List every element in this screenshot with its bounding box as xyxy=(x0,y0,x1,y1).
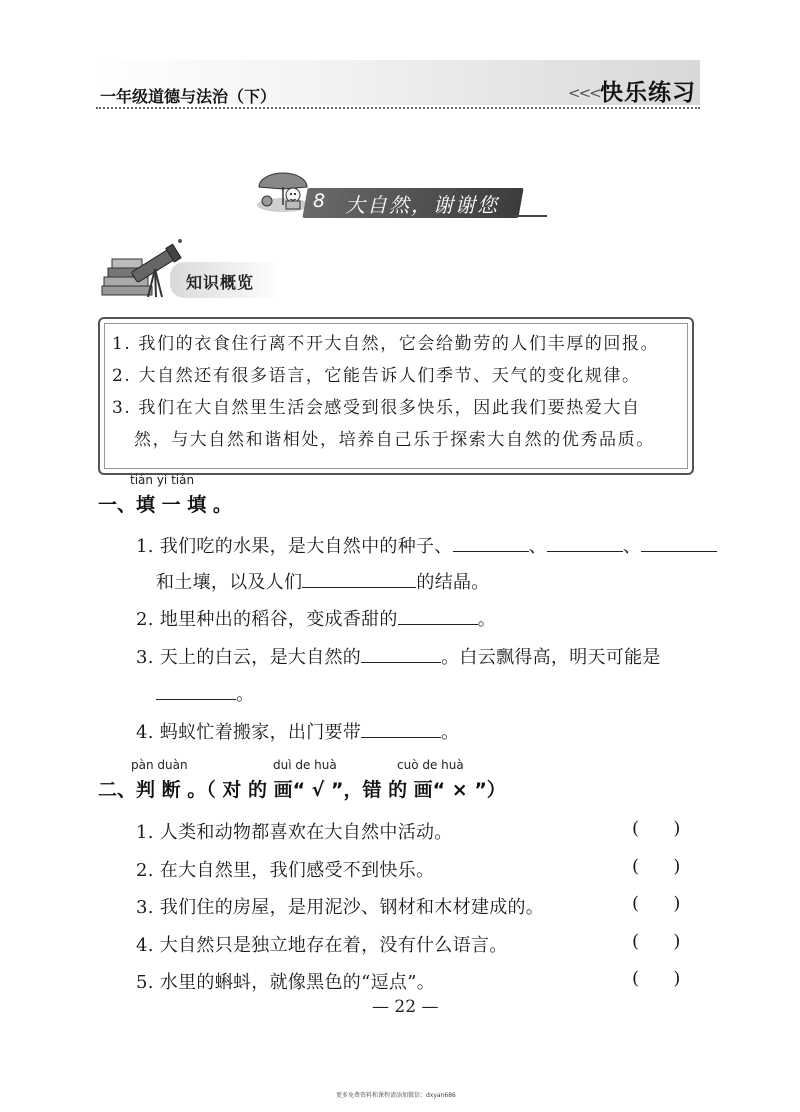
question-text: 4. 蚂蚁忙着搬家，出门要带 xyxy=(136,722,362,743)
fill-question-3-cont xyxy=(156,680,254,706)
answer-blank[interactable] xyxy=(156,681,236,700)
answer-parentheses[interactable]: ( ) xyxy=(632,893,681,914)
header-divider xyxy=(96,107,700,109)
fill-question-1-cont xyxy=(156,568,490,594)
summary-box xyxy=(98,317,694,475)
section2-title: 二、判 断 。（ 对 的 画“ √ ”，错 的 画“ × ”） xyxy=(98,779,506,801)
page-number: — 22 — xyxy=(372,997,439,1017)
section1-pinyin: tián yi tián xyxy=(130,473,195,487)
summary-line: 1. 我们的衣食住行离不开大自然，它会给勤劳的人们丰厚的回报。 xyxy=(112,334,660,354)
question-text: 3. 天上的白云，是大自然的 xyxy=(136,647,362,668)
section1-title: 一、填 一 填 。 xyxy=(98,494,232,516)
answer-blank[interactable] xyxy=(547,533,623,552)
answer-blank[interactable] xyxy=(453,533,529,552)
answer-parentheses[interactable]: ( ) xyxy=(632,931,681,952)
question-text: 、 xyxy=(622,536,642,557)
answer-blank[interactable] xyxy=(361,644,441,663)
summary-line: 3. 我们在大自然里生活会感受到很多快乐，因此我们要热爱大自 xyxy=(112,398,641,418)
answer-parentheses[interactable]: ( ) xyxy=(632,968,681,989)
question-text: 1. 我们吃的水果，是大自然中的种子、 xyxy=(136,536,453,557)
fill-question-4 xyxy=(136,718,459,744)
summary-line: 2. 大自然还有很多语言，它能告诉人们季节、天气的变化规律。 xyxy=(112,366,641,386)
section2-pinyin-judge: pàn duàn xyxy=(131,758,188,772)
judge-item: 5. 水里的蝌蚪，就像黑色的“逗点”。 xyxy=(136,972,435,993)
question-text: 。白云飘得高，明天可能是 xyxy=(441,647,661,668)
question-text: 、 xyxy=(528,536,547,557)
question-text: 。 xyxy=(441,722,460,743)
section2-pinyin-correct: duì de huà xyxy=(273,758,337,772)
fill-question-1 xyxy=(136,532,717,558)
fill-question-2 xyxy=(136,605,496,631)
section2-pinyin-wrong: cuò de huà xyxy=(397,758,464,772)
lesson-title-underline xyxy=(513,215,547,217)
question-text: 的结晶。 xyxy=(416,572,490,593)
question-text: 。 xyxy=(477,609,497,630)
series-title: 快乐练习 xyxy=(600,80,696,106)
answer-blank[interactable] xyxy=(398,606,478,625)
question-text: 。 xyxy=(236,684,255,705)
answer-parentheses[interactable]: ( ) xyxy=(632,818,681,839)
judge-item: 3. 我们住的房屋，是用泥沙、钢材和木材建成的。 xyxy=(136,897,545,918)
answer-blank[interactable] xyxy=(361,719,441,738)
subject-label: 一年级道德与法治（下） xyxy=(100,87,277,106)
overview-title: 知识概览 xyxy=(186,273,255,292)
question-text: 2. 地里种出的稻谷，变成香甜的 xyxy=(136,609,398,630)
footnote: 更多免费资料和课程请添加微信：dxyan686 xyxy=(336,1092,456,1099)
answer-blank[interactable] xyxy=(641,533,717,552)
lesson-title: 大自然，谢谢您 xyxy=(345,193,499,217)
fill-question-3 xyxy=(136,643,661,669)
chevrons-decoration: <<< xyxy=(568,84,600,102)
judge-item: 4. 大自然只是独立地存在着，没有什么语言。 xyxy=(136,935,508,956)
lesson-number: 8 xyxy=(313,190,326,212)
question-text: 和土壤，以及人们 xyxy=(156,572,303,593)
judge-item: 2. 在大自然里，我们感受不到快乐。 xyxy=(136,860,435,881)
summary-line: 然，与大自然和谐相处，培养自己乐于探索大自然的优秀品质。 xyxy=(134,430,655,450)
answer-blank[interactable] xyxy=(302,569,416,588)
judge-item: 1. 人类和动物都喜欢在大自然中活动。 xyxy=(136,822,453,843)
answer-parentheses[interactable]: ( ) xyxy=(632,856,681,877)
